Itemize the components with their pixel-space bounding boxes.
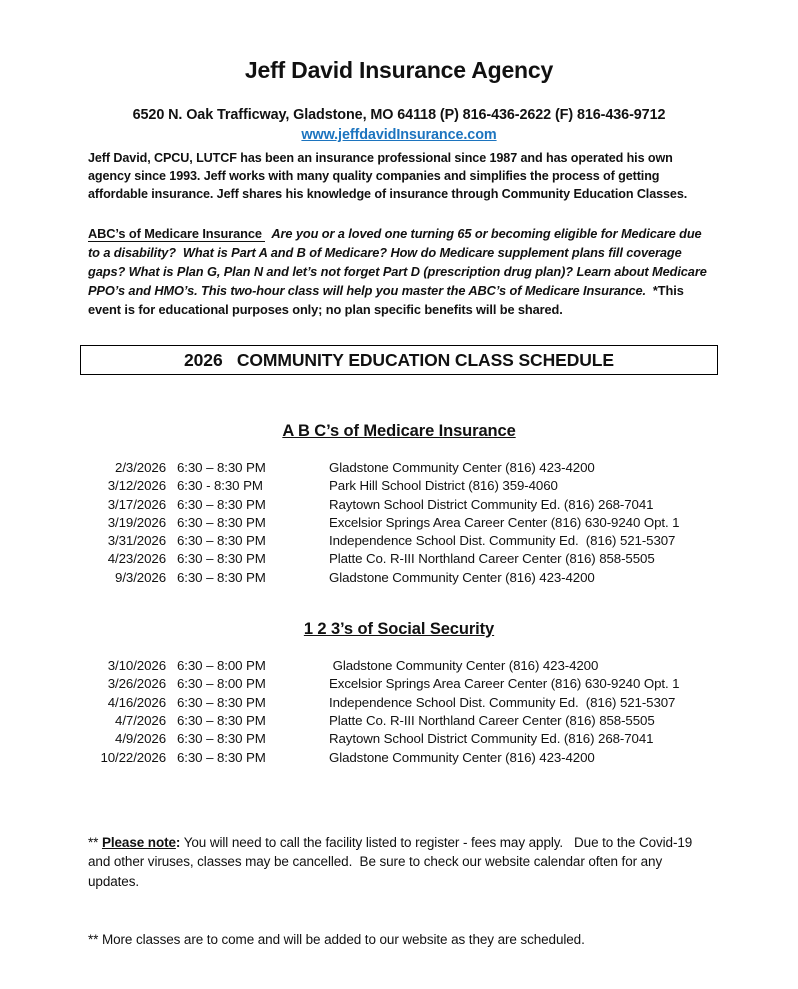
class-date: 4/7/2026 (115, 712, 166, 728)
table-row (88, 459, 710, 477)
more-classes-note: ** More classes are to come and will be added to our website as they are scheduled. (88, 932, 585, 948)
schedule-banner: 2026 COMMUNITY EDUCATION CLASS SCHEDULE (80, 345, 718, 375)
agency-address: 6520 N. Oak Trafficway, Gladstone, MO 64118 (P) 816-436-2622 (F) 816-436-9712 (132, 107, 666, 123)
class-time: 6:30 – 8:30 PM (177, 731, 266, 747)
class-date: 10/22/2026 (100, 749, 166, 765)
register-note-text: You will need to call the facility listed to register - fees may apply. Due to the Covid-19 and other viruses, classes may be cancelled. Be sure to check our website calendar often for any updates. (88, 834, 696, 889)
intro-paragraph: Jeff David, CPCU, LUTCF has been an insurance professional since 1987 and has operated his own agency since 1993. Jeff works with many quality companies and simplifies the process of getting affordable insurance. Jeff shares his knowledge of insurance through Community Education Classes. (88, 151, 688, 201)
class-time: 6:30 – 8:30 PM (177, 551, 266, 567)
section-heading-social-security-text: 1 2 3’s of Social Security (303, 620, 495, 639)
footer-notes (88, 794, 710, 989)
class-date: 2/3/2026 (115, 460, 166, 475)
abc-inline-heading: ABC’s of Medicare Insurance (88, 226, 265, 242)
class-location: Raytown School District Community Ed. (816) 268-7041 (329, 496, 654, 512)
class-date: 9/3/2026 (115, 569, 166, 585)
class-location: Platte Co. R-III Northland Career Center (816) 858-5505 (329, 712, 655, 728)
section-heading-medicare (88, 422, 710, 441)
class-location: Gladstone Community Center (816) 423-4200 (329, 460, 595, 475)
class-time: 6:30 – 8:30 PM (177, 533, 266, 549)
social-security-schedule-table (88, 657, 710, 767)
please-note-label: Please note (101, 834, 176, 850)
website-link[interactable]: www.jeffdavidInsurance.com (301, 127, 497, 143)
class-time: 6:30 – 8:00 PM (177, 658, 266, 674)
note-colon: : (175, 834, 181, 850)
document-page (0, 57, 798, 989)
class-time: 6:30 – 8:30 PM (177, 712, 266, 728)
class-location: Gladstone Community Center (816) 423-4200 (329, 749, 595, 765)
table-row (88, 514, 710, 532)
abc-disclaimer-text: *This event is for educational purposes only; no plan specific benefits will be shared. (88, 283, 688, 317)
class-time: 6:30 – 8:30 PM (177, 694, 266, 710)
medicare-schedule-table (88, 459, 710, 587)
class-location: Raytown School District Community Ed. (816) 268-7041 (329, 731, 654, 747)
class-location: Excelsior Springs Area Career Center (816) 630-9240 Opt. 1 (329, 514, 680, 530)
class-date: 3/19/2026 (107, 514, 166, 530)
class-time: 6:30 – 8:30 PM (177, 749, 266, 765)
class-date: 3/12/2026 (107, 478, 166, 494)
class-location: Independence School Dist. Community Ed. (816) 521-5307 (329, 694, 676, 710)
table-row (88, 694, 710, 712)
class-time: 6:30 - 8:30 PM (177, 478, 263, 494)
class-date: 3/17/2026 (107, 496, 166, 512)
class-date: 4/23/2026 (107, 551, 166, 567)
table-row (88, 477, 710, 495)
register-note (88, 833, 710, 892)
class-date: 3/26/2026 (107, 676, 166, 692)
abc-description-paragraph (88, 224, 710, 319)
class-date: 4/16/2026 (107, 694, 166, 710)
class-time: 6:30 – 8:00 PM (177, 676, 266, 692)
note-prefix: ** (88, 834, 102, 850)
table-row (88, 730, 710, 748)
website-line (88, 127, 710, 143)
class-date: 3/10/2026 (107, 658, 166, 674)
class-location: Gladstone Community Center (816) 423-4200 (329, 569, 595, 585)
class-location: Park Hill School District (816) 359-4060 (329, 478, 558, 494)
page-title: Jeff David Insurance Agency (244, 57, 554, 83)
table-row (88, 657, 710, 675)
class-location: Excelsior Springs Area Career Center (816) 630-9240 Opt. 1 (329, 676, 680, 692)
class-time: 6:30 – 8:30 PM (177, 514, 266, 530)
class-location: Gladstone Community Center (816) 423-4200 (329, 658, 599, 674)
class-time: 6:30 – 8:30 PM (177, 569, 266, 585)
table-row (88, 675, 710, 693)
section-heading-medicare-text: A B C’s of Medicare Insurance (282, 422, 516, 440)
class-date: 4/9/2026 (115, 731, 166, 747)
table-row (88, 749, 710, 767)
table-row (88, 569, 710, 587)
abc-description-text: Are you or a loved one turning 65 or becoming eligible for Medicare due to a disability? What is Part A and B of Medicare? How do Medicare supplement plans fill coverage gaps? What is Plan G, Plan N and let’s not forget Part D (prescription drug plan)? Learn about Medicare PPO’s and HMO’s. This two-hour class will help you master the ABC’s of Medicare Insurance. (88, 226, 711, 298)
class-location: Platte Co. R-III Northland Career Center (816) 858-5505 (329, 551, 655, 567)
class-date: 3/31/2026 (107, 533, 166, 549)
section-heading-social-security (88, 620, 710, 639)
class-location: Independence School Dist. Community Ed. (816) 521-5307 (329, 533, 676, 549)
table-row (88, 496, 710, 514)
table-row (88, 712, 710, 730)
class-time: 6:30 – 8:30 PM (177, 496, 266, 512)
class-time: 6:30 – 8:30 PM (177, 460, 266, 475)
table-row (88, 550, 710, 568)
table-row (88, 532, 710, 550)
